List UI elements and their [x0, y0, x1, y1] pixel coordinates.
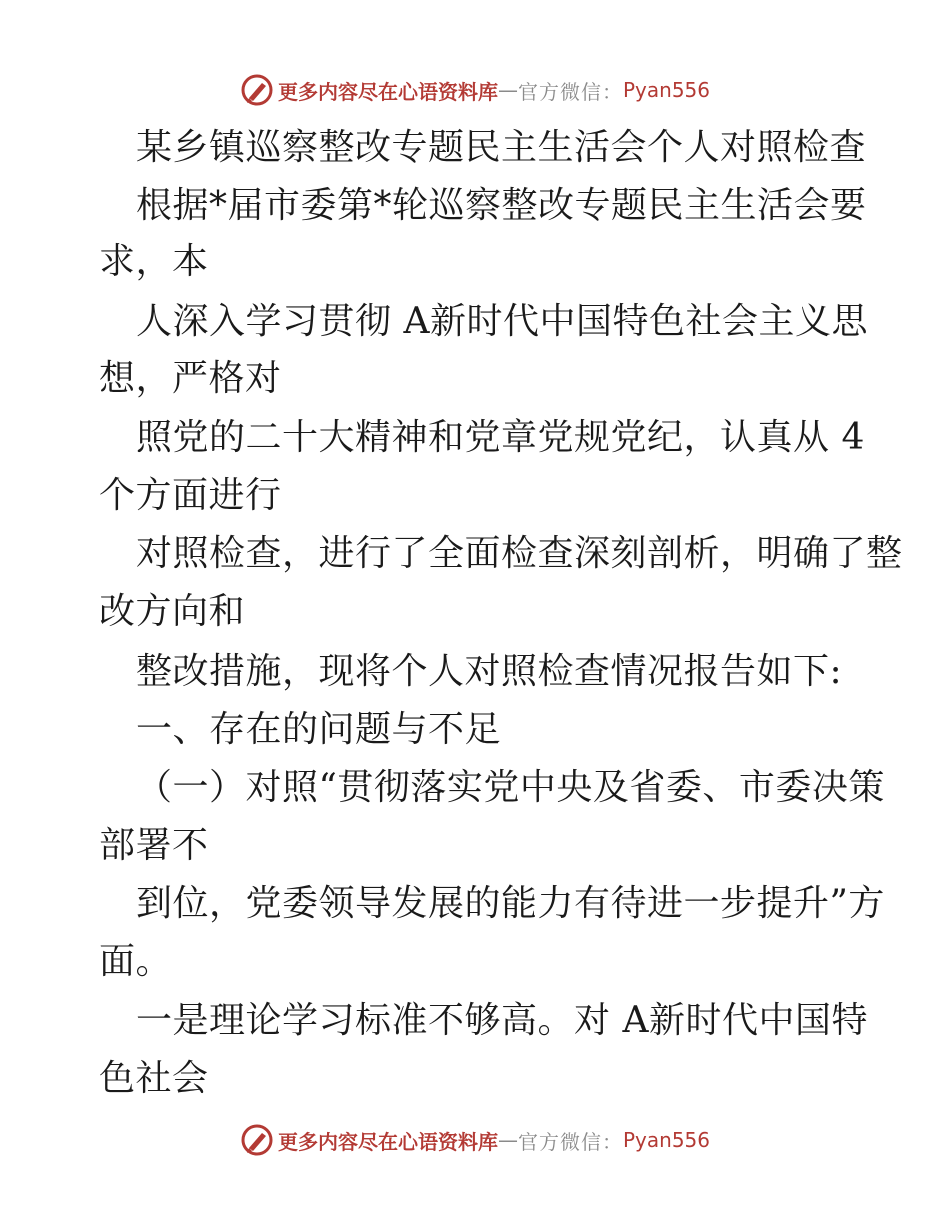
header-watermark — [0, 70, 950, 110]
body-line: 想，严格对 — [99, 358, 282, 399]
body-line: 到位，党委领导发展的能力有待进一步提升”方 — [136, 883, 885, 924]
watermark-dash: — — [497, 78, 518, 102]
pen-logo-icon — [240, 1123, 274, 1157]
body-line: 求，本 — [99, 241, 209, 282]
watermark-library-name: 更多内容尽在心语资料库 — [277, 1129, 498, 1154]
body-line: 整改措施，现将个人对照检查情况报告如下: — [136, 651, 843, 692]
body-line: 色社会 — [99, 1058, 209, 1099]
subsection-heading: （一）对照“贯彻落实党中央及省委、市委决策 — [136, 767, 885, 808]
body-line: 一是理论学习标准不够高。对 A新时代中国特 — [136, 1000, 868, 1041]
watermark-wechat-id: Pyan556 — [622, 78, 710, 102]
footer-watermark — [0, 1120, 950, 1160]
body-line: 个方面进行 — [99, 475, 282, 516]
watermark-library-name: 更多内容尽在心语资料库 — [277, 79, 498, 104]
body-line: 对照检查，进行了全面检查深刻剖析，明确了整 — [136, 533, 903, 574]
body-line: 人深入学习贯彻 A新时代中国特色社会主义思 — [136, 301, 868, 342]
watermark-wechat-id: Pyan556 — [622, 1128, 710, 1152]
watermark-wechat-label: 官方微信： — [517, 79, 623, 104]
watermark-dash: — — [497, 1128, 518, 1152]
body-line: 部署不 — [99, 825, 209, 866]
watermark-wechat-label: 官方微信： — [517, 1129, 623, 1154]
section-heading: 一、存在的问题与不足 — [136, 709, 502, 750]
body-line: 照党的二十大精神和党章党规党纪，认真从 4 — [136, 417, 865, 458]
pen-logo-icon — [240, 73, 274, 107]
body-line: 改方向和 — [99, 591, 246, 632]
body-line: 根据*届市委第*轮巡察整改专题民主生活会要 — [136, 185, 867, 226]
body-line: 面。 — [99, 941, 173, 982]
document-title: 某乡镇巡察整改专题民主生活会个人对照检查 — [136, 127, 867, 168]
